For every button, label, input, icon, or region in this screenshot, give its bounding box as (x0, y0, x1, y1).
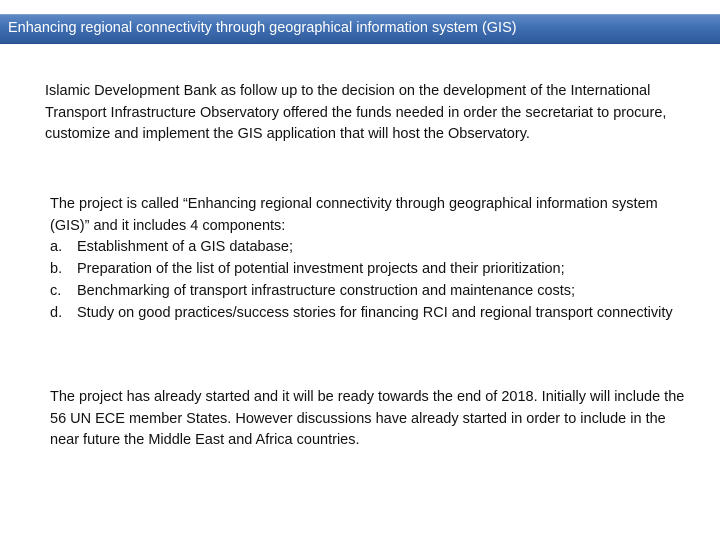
slide-title: Enhancing regional connectivity through geographical information system (GIS) (8, 20, 517, 36)
list-marker: a. (50, 239, 63, 256)
list-marker: b. (50, 261, 63, 278)
list-item (50, 259, 690, 281)
project-intro-text: The project is called “Enhancing regional connectivity through geographical information system (GIS)” and it includes 4 components: (50, 196, 658, 234)
list-marker: c. (50, 282, 62, 299)
list-item (50, 237, 690, 259)
list-item-text: Study on good practices/success stories for financing RCI and regional transport connectivity (77, 304, 673, 321)
title-bar (0, 14, 720, 44)
list-item-text: Benchmarking of transport infrastructure construction and maintenance costs; (77, 282, 576, 299)
list-item (50, 303, 690, 325)
status-paragraph: The project has already started and it will be ready towards the end of 2018. Initially will include the 56 UN ECE member States. However discussions have already started in order to include in the near future the Middle East and Africa countries. (50, 389, 685, 449)
list-item-text: Establishment of a GIS database; (77, 239, 294, 256)
list-marker: d. (50, 304, 63, 321)
components-list (50, 237, 690, 324)
list-item-text: Preparation of the list of potential investment projects and their prioritization; (77, 261, 565, 278)
project-description (50, 194, 690, 324)
list-item (50, 281, 690, 303)
intro-paragraph: Islamic Development Bank as follow up to the decision on the development of the International Transport Infrastructure Observatory offered the funds needed in order the secretariat to procure, customize and implement the GIS application that will host the Observatory. (45, 83, 667, 143)
